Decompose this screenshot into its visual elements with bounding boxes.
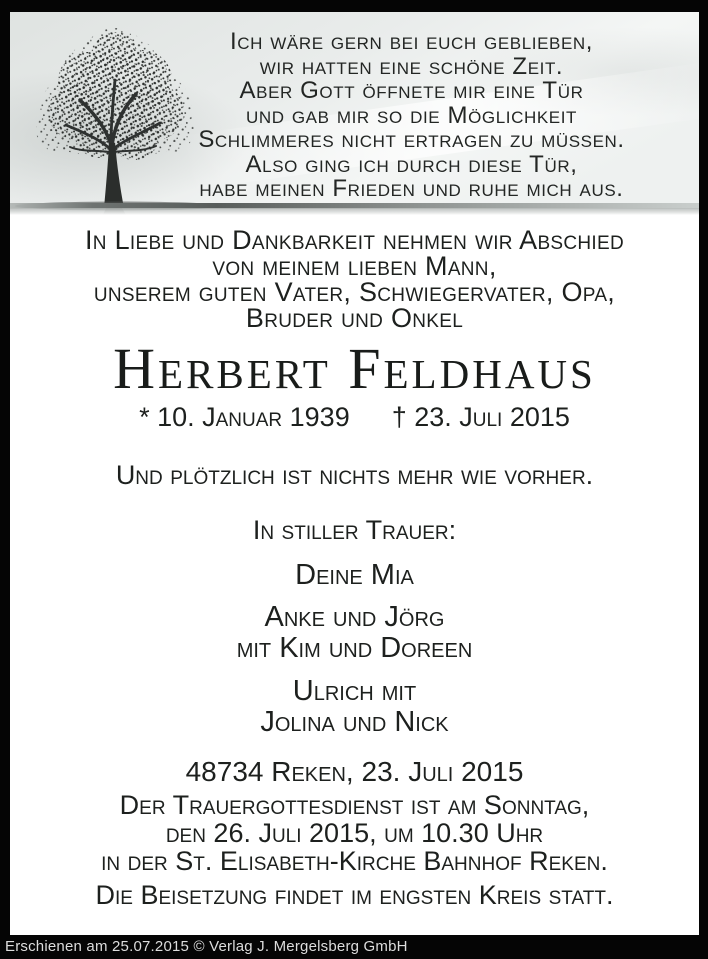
- mourner-group-wife: Deine Mia: [295, 559, 414, 591]
- burial-note: Die Beisetzung findet im engsten Kreis statt.: [95, 880, 614, 910]
- epitaph-line: Und plötzlich ist nichts mehr wie vorher.: [115, 460, 594, 490]
- memorial-photo: [10, 12, 699, 215]
- death-date: † 23. Juli 2015: [391, 402, 570, 432]
- farewell-poem: Ich wäre gern bei euch geblieben, wir hatten eine schöne Zeit. Aber Gott öffnete mir eine Tür und gab mir so die Möglichkeit Schlimmeres nicht ertragen zu müssen. Also ging ich durch diese Tür, habe meinen Frieden und ruhe mich aus.: [198, 28, 625, 202]
- place-date-line: 48734 Reken, 23. Juli 2015: [185, 756, 524, 787]
- intro-text: In Liebe und Dankbarkeit nehmen wir Abschied von meinem lieben Mann, unserem guten Vater, Schwiegervater, Opa, Bruder und Onkel: [84, 225, 625, 333]
- mourner-group-ulrich: Ulrich mit Jolina und Nick: [260, 675, 449, 738]
- mourner-group-anke: Anke und Jörg mit Kim und Doreen: [236, 601, 473, 664]
- service-info: Der Trauergottesdienst ist am Sonntag, den 26. Juli 2015, um 10.30 Uhr in der St. Elisabeth-Kirche Bahnhof Reken.: [101, 790, 608, 876]
- announcement-body: [10, 227, 699, 909]
- mourning-label: In stiller Trauer:: [252, 515, 457, 545]
- obituary-card: [10, 12, 699, 935]
- birth-date: * 10. Januar 1939: [139, 402, 350, 432]
- deceased-name: Herbert Feldhaus: [113, 336, 596, 401]
- publisher-note: Erschienen am 25.07.2015 © Verlag J. Mergelsberg GmbH: [5, 938, 408, 955]
- life-dates: [10, 403, 699, 431]
